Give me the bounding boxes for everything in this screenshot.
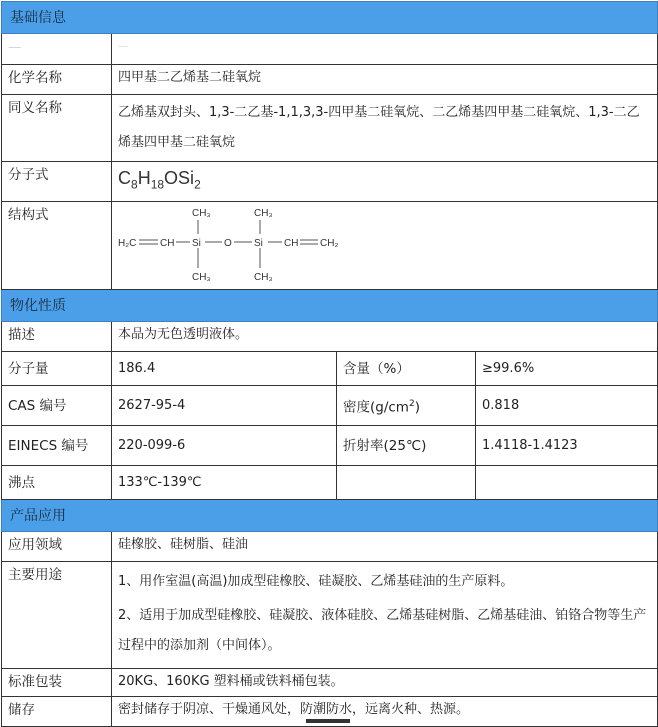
content-label: 含量（%） bbox=[337, 352, 476, 386]
usage-item: 1、用作室温(高温)加成型硅橡胶、硅凝胶、乙烯基硅油的生产原料。 bbox=[118, 574, 514, 589]
usage-label: 主要用途 bbox=[2, 562, 112, 669]
field-label: 应用领域 bbox=[2, 532, 112, 562]
section-header-basic: 基础信息 bbox=[2, 2, 658, 34]
section-header-application: 产品应用 bbox=[2, 500, 658, 532]
atom-ch3-top-right: CH₃ bbox=[254, 208, 273, 219]
refractive-index-value: 1.4118-1.4123 bbox=[476, 426, 658, 466]
atom-o: O bbox=[224, 238, 232, 249]
usage-item: 2、适用于加成型硅橡胶、硅凝胶、液体硅胶、乙烯基硅树脂、乙烯基硅油、铂铬合物等生产过程中的添加剂（中间体）。 bbox=[118, 608, 647, 653]
atom-ch3-bottom-left: CH₃ bbox=[192, 272, 211, 283]
mw-label: 分子量 bbox=[2, 352, 112, 386]
structure-cell bbox=[112, 202, 658, 290]
description-value: 本品为无色透明液体。 bbox=[112, 322, 658, 352]
atom-ch3-bottom-right: CH₃ bbox=[254, 272, 273, 283]
bp-empty-value bbox=[476, 466, 658, 500]
formula-c-count: 8 bbox=[131, 177, 138, 192]
atom-ch3-top-left: CH₃ bbox=[192, 208, 211, 219]
formula-h-count: 18 bbox=[150, 177, 165, 192]
atom-si-right: Si bbox=[254, 238, 263, 249]
atom-ch-right: CH bbox=[284, 238, 299, 249]
packaging-value: 20KG、160KG 塑料桶或铁料桶包装。 bbox=[112, 669, 658, 697]
molecular-formula bbox=[112, 162, 658, 202]
formula-osi: OSi bbox=[164, 168, 195, 188]
structural-formula-diagram bbox=[112, 202, 362, 288]
synonyms-label: 同义名称 bbox=[2, 95, 112, 162]
mw-value: 186.4 bbox=[112, 352, 337, 386]
bp-value: 133℃-139℃ bbox=[112, 466, 337, 500]
blank-row-value: — bbox=[112, 34, 658, 65]
blank-row-label: — bbox=[2, 34, 112, 65]
packaging-label: 标准包装 bbox=[2, 669, 112, 697]
atom-ch2: CH₂ bbox=[320, 238, 339, 249]
einecs-value: 220-099-6 bbox=[112, 426, 337, 466]
field-value: 硅橡胶、硅树脂、硅油 bbox=[112, 532, 658, 562]
formula-c: C bbox=[118, 168, 131, 188]
atom-si-left: Si bbox=[192, 238, 201, 249]
description-label: 描述 bbox=[2, 322, 112, 352]
bp-label: 沸点 bbox=[2, 466, 112, 500]
formula-label: 分子式 bbox=[2, 162, 112, 202]
usage-list bbox=[112, 562, 658, 669]
density-value: 0.818 bbox=[476, 386, 658, 426]
chem-name-value: 四甲基二乙烯基二硅氧烷 bbox=[112, 65, 658, 95]
content-value: ≥99.6% bbox=[476, 352, 658, 386]
synonyms-value: 乙烯基双封头、1,3-二乙基-1,1,3,3-四甲基二硅氧烷、二乙烯基四甲基二硅氧烷、1,3-二乙烯基四甲基二硅氧烷 bbox=[112, 95, 658, 162]
structure-label: 结构式 bbox=[2, 202, 112, 290]
section-header-physchem: 物化性质 bbox=[2, 290, 658, 322]
cas-label: CAS 编号 bbox=[2, 386, 112, 426]
chem-name-label: 化学名称 bbox=[2, 65, 112, 95]
product-spec-table bbox=[1, 1, 658, 727]
formula-si-count: 2 bbox=[194, 177, 201, 192]
formula-h: H bbox=[137, 168, 151, 188]
einecs-label: EINECS 编号 bbox=[2, 426, 112, 466]
storage-value: 密封储存于阴凉、干燥通风处，防潮防水，远离火种、热源。 bbox=[112, 697, 658, 727]
atom-ch-left: CH bbox=[160, 238, 175, 249]
bottom-edge-marker bbox=[306, 719, 350, 723]
density-label: 密度$(g/cm^2)$ bbox=[337, 386, 476, 426]
storage-label: 储存 bbox=[2, 697, 112, 727]
atom-h2c: H₂C bbox=[118, 238, 137, 249]
cas-value: 2627-95-4 bbox=[112, 386, 337, 426]
bp-empty-label bbox=[337, 466, 476, 500]
refractive-index-label: 折射率(25℃) bbox=[337, 426, 476, 466]
